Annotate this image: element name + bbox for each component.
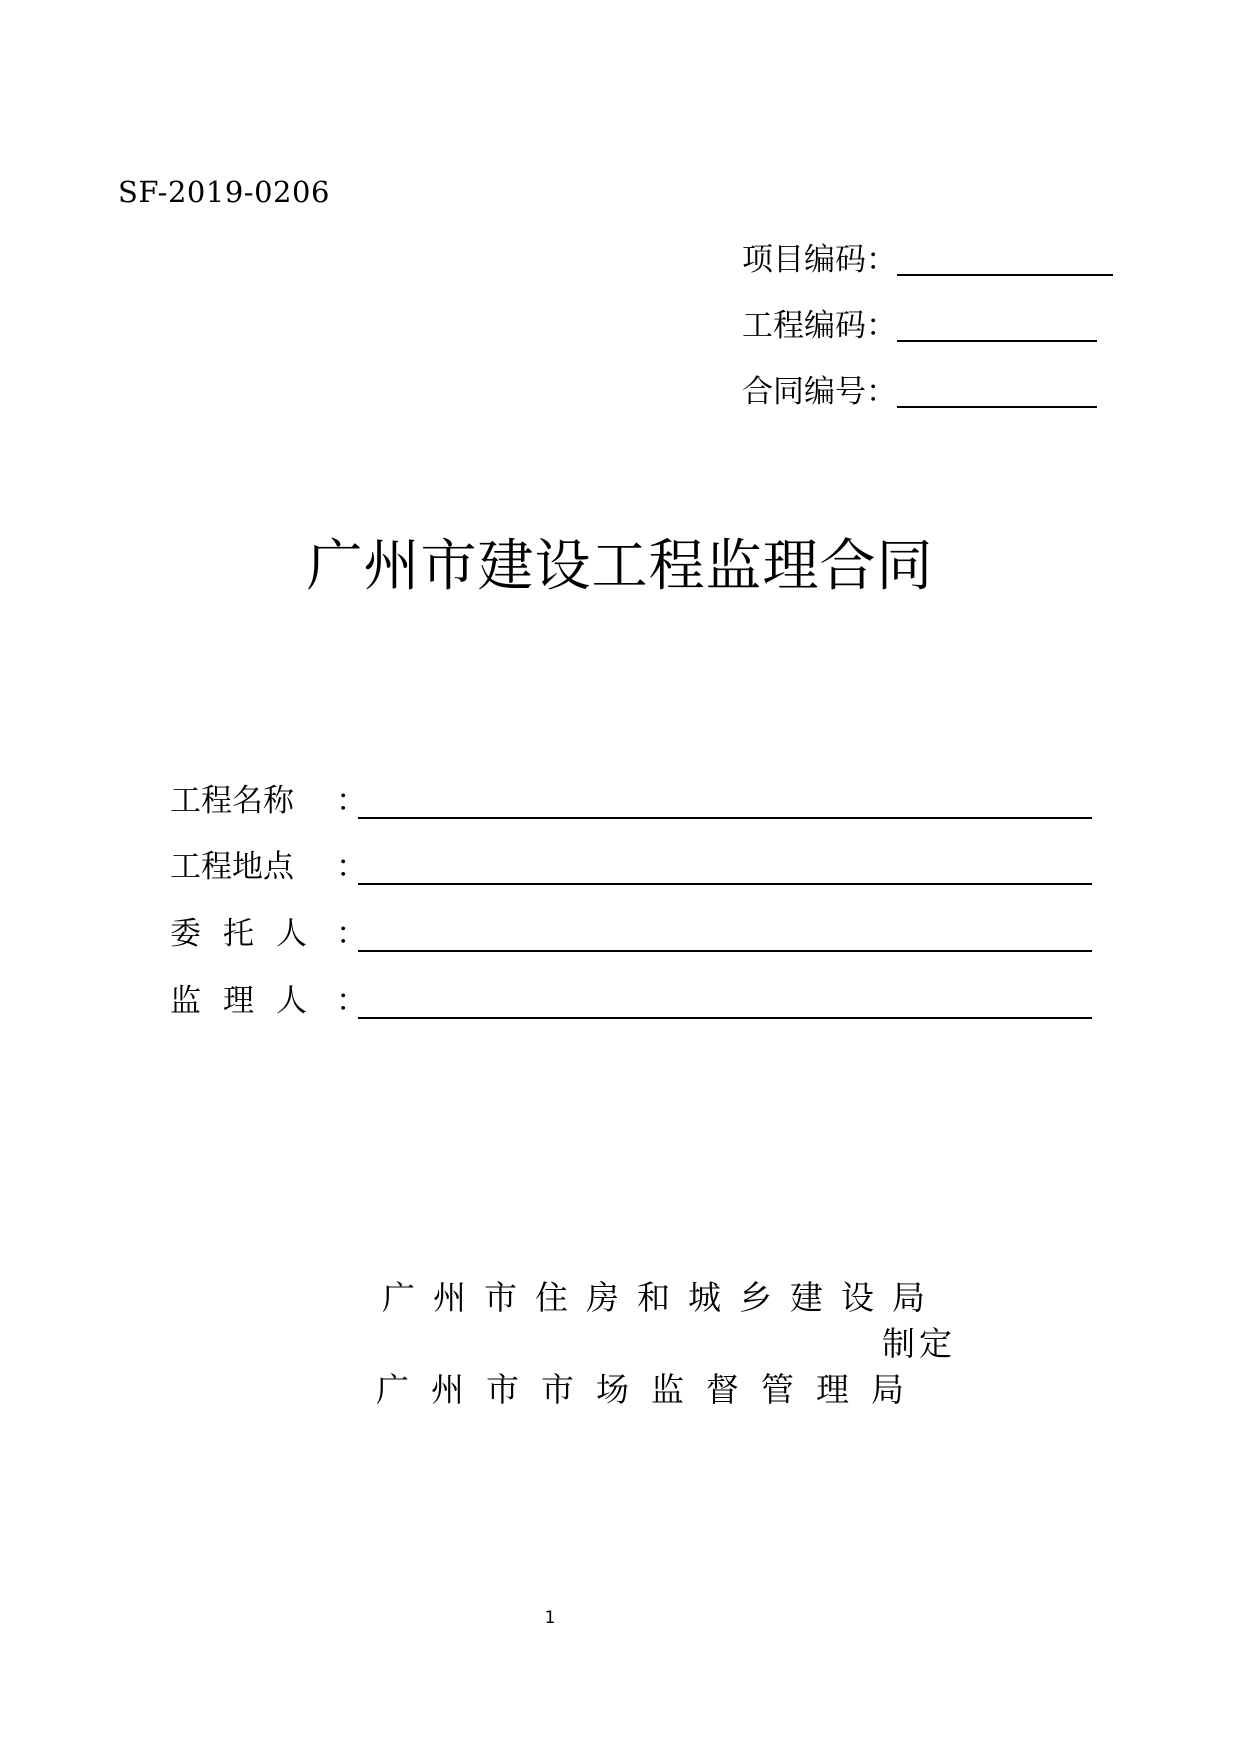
client-field bbox=[170, 910, 1092, 958]
supervisor-field bbox=[170, 977, 1092, 1025]
contract-number-field bbox=[742, 370, 1097, 414]
supervisor-label: 监理人 bbox=[170, 983, 329, 1019]
contract-number-input[interactable] bbox=[897, 370, 1097, 408]
client-label: 委托人 bbox=[170, 916, 329, 952]
supervisor-colon: ： bbox=[336, 983, 367, 1019]
project-name-input[interactable] bbox=[358, 777, 1092, 819]
issuer-suffix: 制定 bbox=[882, 1324, 956, 1363]
client-input[interactable] bbox=[358, 910, 1092, 952]
project-location-colon: ： bbox=[336, 849, 367, 885]
document-code: SF-2019-0206 bbox=[118, 175, 330, 209]
project-code-field bbox=[742, 238, 1113, 282]
contract-title: 广州市建设工程监理合同 bbox=[306, 534, 934, 599]
issuer-market-bureau: 广州市市场监督管理局 bbox=[376, 1370, 926, 1409]
project-location-field bbox=[170, 843, 1092, 891]
contract-number-label: 合同编号： bbox=[742, 374, 897, 410]
engineering-code-field bbox=[742, 304, 1097, 348]
project-code-input[interactable] bbox=[897, 238, 1113, 276]
project-name-field bbox=[170, 777, 1092, 825]
project-location-input[interactable] bbox=[358, 843, 1092, 885]
supervisor-input[interactable] bbox=[358, 977, 1092, 1019]
project-name-label: 工程名称 bbox=[170, 783, 294, 819]
engineering-code-input[interactable] bbox=[897, 304, 1097, 342]
page-number: 1 bbox=[544, 1608, 556, 1628]
client-colon: ： bbox=[336, 916, 367, 952]
issuer-housing-bureau: 广州市住房和城乡建设局 bbox=[382, 1278, 943, 1317]
project-name-colon: ： bbox=[336, 783, 367, 819]
project-code-label: 项目编码： bbox=[742, 242, 897, 278]
engineering-code-label: 工程编码： bbox=[742, 308, 897, 344]
project-location-label: 工程地点 bbox=[170, 849, 294, 885]
